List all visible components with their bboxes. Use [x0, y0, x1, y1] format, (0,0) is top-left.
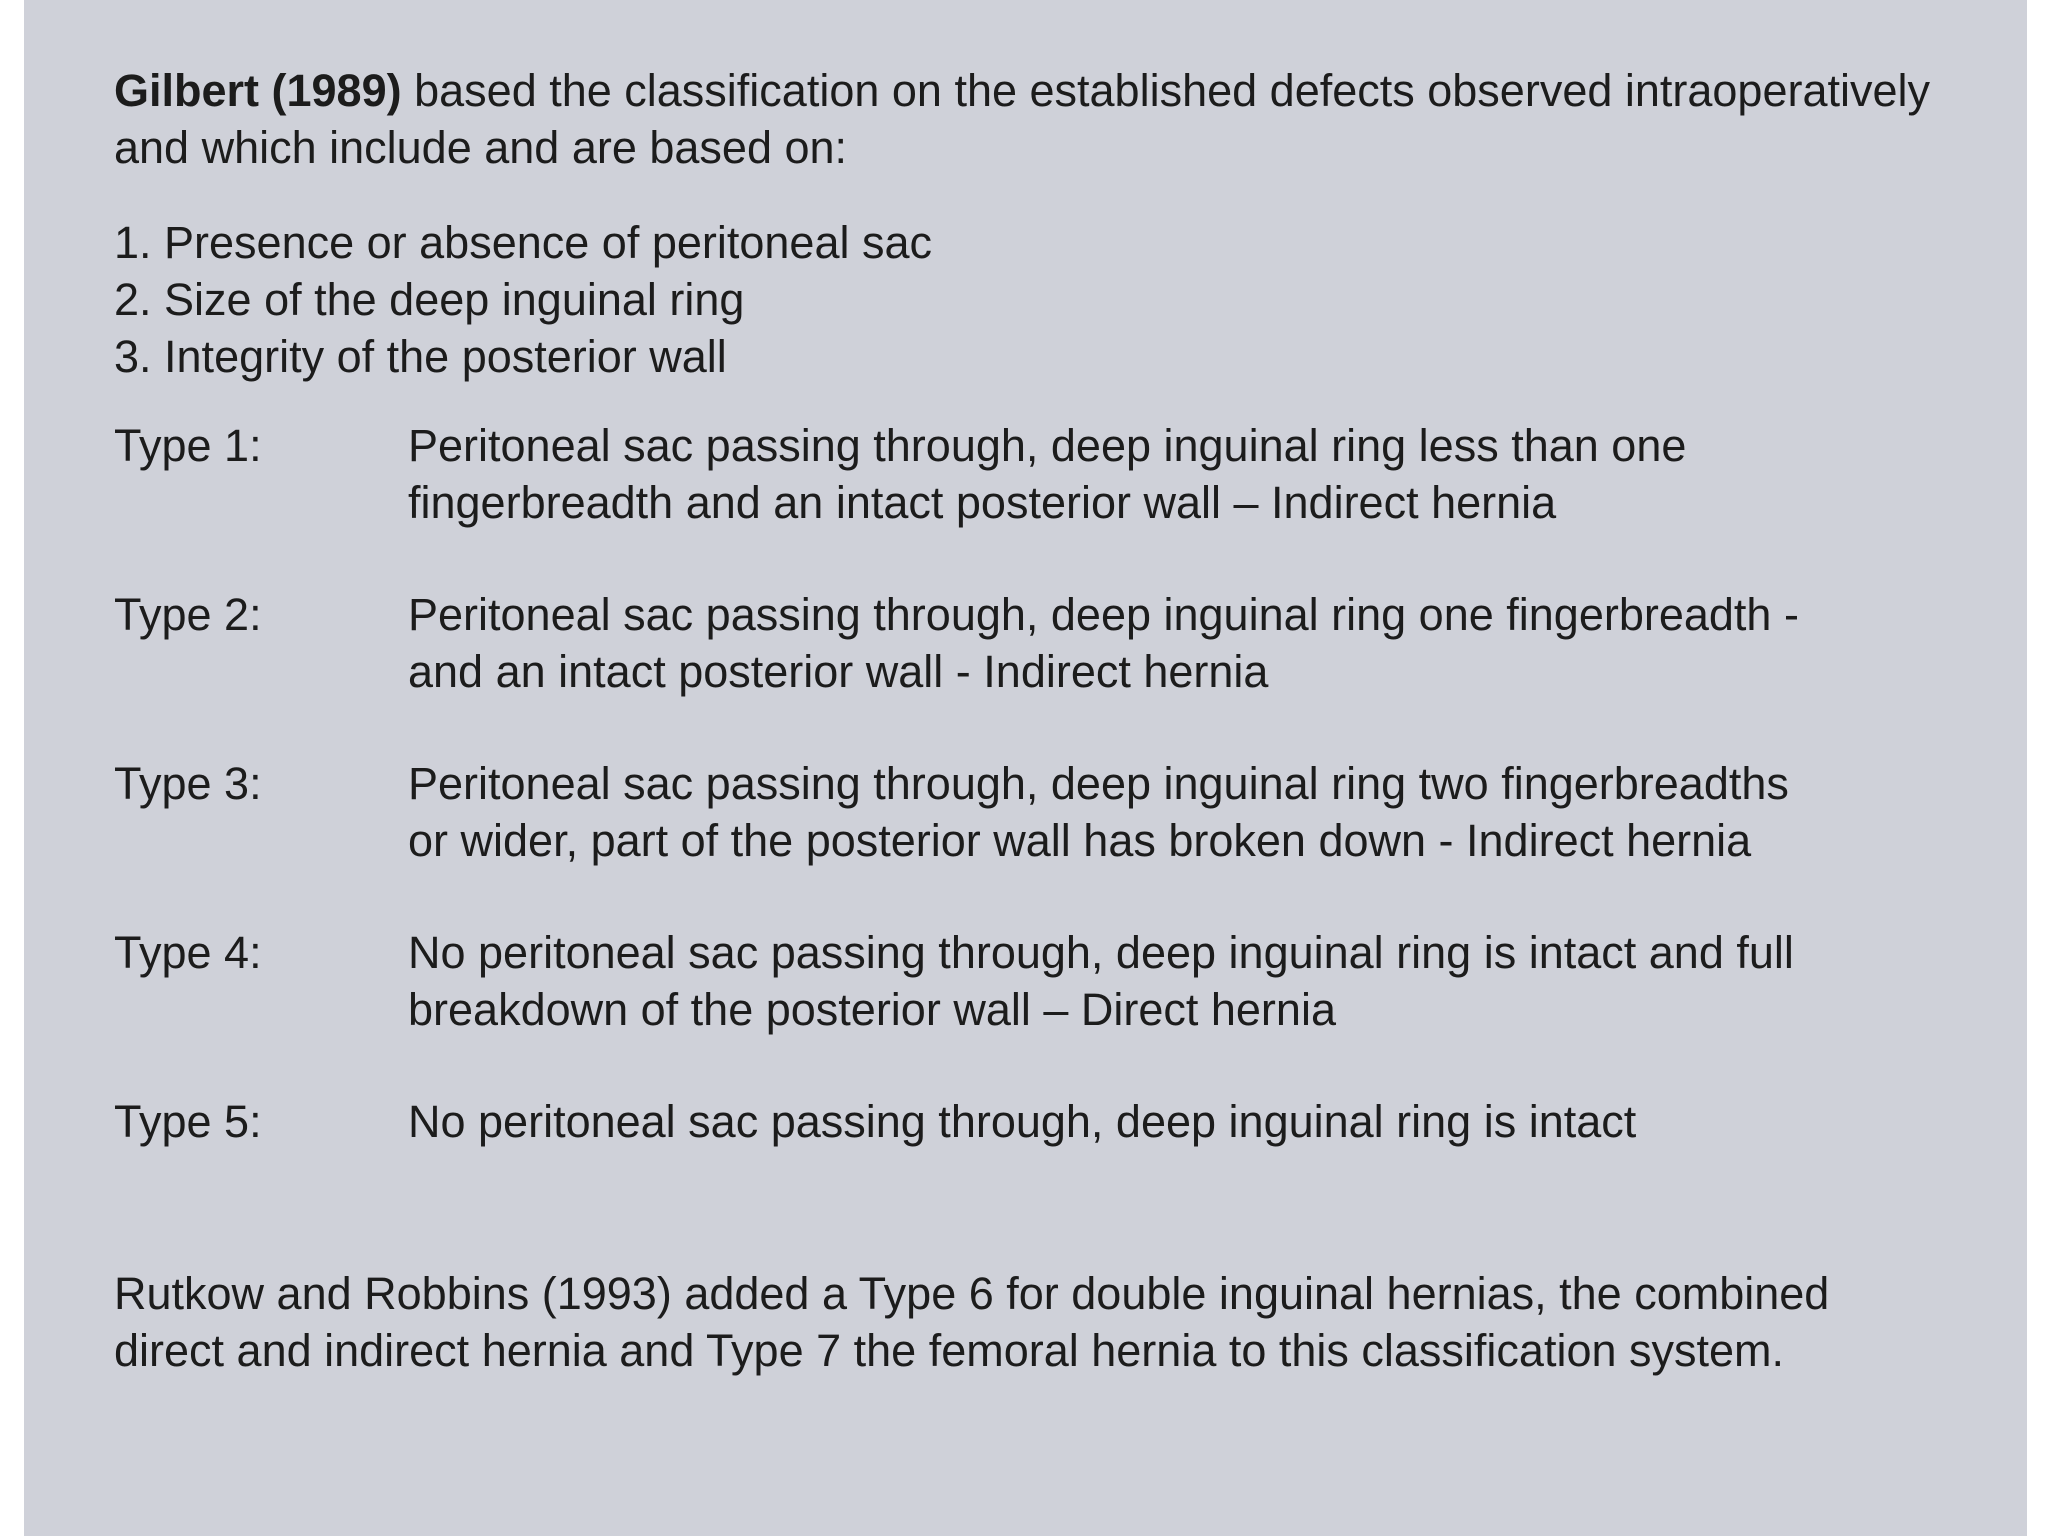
type-label: Type 2: — [114, 589, 262, 640]
type-description — [408, 586, 1974, 700]
type-description-line: Peritoneal sac passing through, deep inguinal ring one fingerbreadth - — [408, 589, 1799, 640]
type-description-line: fingerbreadth and an intact posterior wall – Indirect hernia — [408, 477, 1557, 528]
type-description — [408, 417, 1974, 531]
type-description-line: Peritoneal sac passing through, deep inguinal ring less than one — [408, 420, 1687, 471]
footer-note: Rutkow and Robbins (1993) added a Type 6 for double inguinal hernias, the combined direct and indirect hernia and Type 7 the femoral hernia to this classification system. — [114, 1268, 1830, 1376]
type-label: Type 3: — [114, 758, 262, 809]
type-row-1 — [114, 417, 1974, 531]
criteria-item: 2. Size of the deep inguinal ring — [114, 274, 745, 325]
slide-content — [114, 62, 1974, 1379]
type-description-line: No peritoneal sac passing through, deep inguinal ring is intact — [408, 1096, 1637, 1147]
type-label: Type 5: — [114, 1096, 262, 1147]
type-description-line: Peritoneal sac passing through, deep inguinal ring two fingerbreadths — [408, 758, 1789, 809]
slide-panel — [24, 0, 2027, 1536]
criteria-list — [114, 214, 1974, 385]
type-label: Type 1: — [114, 420, 262, 471]
criteria-item: 1. Presence or absence of peritoneal sac — [114, 217, 932, 268]
type-list — [114, 417, 1974, 1150]
type-row-4 — [114, 924, 1974, 1038]
type-description — [408, 755, 1974, 869]
intro-text: based the classification on the established defects observed intraoperatively and which include and are based on: — [114, 65, 1931, 173]
type-row-3 — [114, 755, 1974, 869]
type-row-2 — [114, 586, 1974, 700]
type-description — [408, 924, 1974, 1038]
type-description — [408, 1093, 1974, 1150]
criteria-item: 3. Integrity of the posterior wall — [114, 331, 727, 382]
type-label: Type 4: — [114, 927, 262, 978]
type-row-5 — [114, 1093, 1974, 1150]
type-description-line: No peritoneal sac passing through, deep inguinal ring is intact and full — [408, 927, 1794, 978]
type-description-line: or wider, part of the posterior wall has broken down - Indirect hernia — [408, 815, 1752, 866]
intro-author: Gilbert (1989) — [114, 65, 402, 116]
type-description-line: breakdown of the posterior wall – Direct hernia — [408, 984, 1336, 1035]
intro-paragraph — [114, 62, 1974, 176]
type-description-line: and an intact posterior wall - Indirect hernia — [408, 646, 1269, 697]
